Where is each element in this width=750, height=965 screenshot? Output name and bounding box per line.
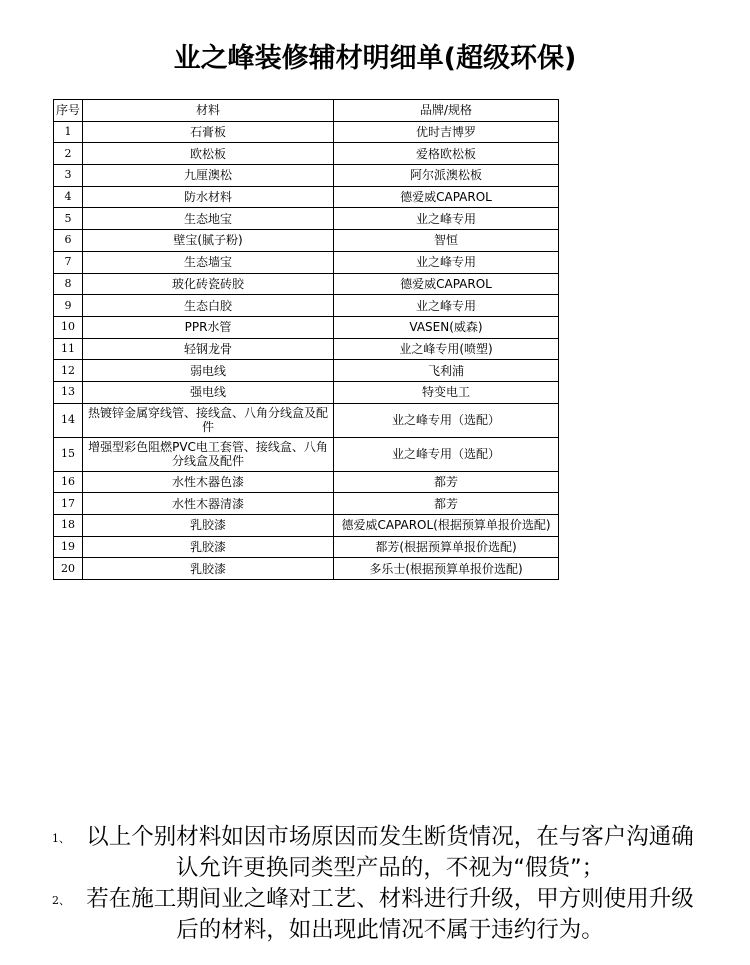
row-material: 欧松板 bbox=[83, 143, 334, 165]
table-row bbox=[54, 208, 559, 230]
note-marker: 2、 bbox=[52, 894, 70, 907]
table-row bbox=[54, 403, 559, 437]
row-material: PPR水管 bbox=[83, 316, 334, 338]
row-material: 壁宝(腻子粉) bbox=[83, 230, 334, 252]
row-brand: 业之峰专用 bbox=[334, 251, 559, 273]
table-row bbox=[54, 493, 559, 515]
table-row bbox=[54, 471, 559, 493]
row-number: 15 bbox=[54, 437, 83, 471]
row-material: 轻钢龙骨 bbox=[83, 338, 334, 360]
header-material: 材料 bbox=[83, 100, 334, 122]
row-number: 6 bbox=[54, 230, 83, 252]
row-material: 乳胶漆 bbox=[83, 558, 334, 580]
table-row bbox=[54, 515, 559, 537]
row-material: 热镀锌金属穿线管、接线盒、八角分线盒及配件 bbox=[83, 403, 334, 437]
row-material: 防水材料 bbox=[83, 186, 334, 208]
table-row bbox=[54, 316, 559, 338]
row-brand: 业之峰专用（选配） bbox=[334, 437, 559, 471]
table-row bbox=[54, 273, 559, 295]
row-number: 16 bbox=[54, 471, 83, 493]
row-material: 水性木器清漆 bbox=[83, 493, 334, 515]
row-brand: 业之峰专用 bbox=[334, 295, 559, 317]
table-row bbox=[54, 165, 559, 187]
row-material: 九厘澳松 bbox=[83, 165, 334, 187]
row-brand: 都芳 bbox=[334, 471, 559, 493]
row-brand: 都芳(根据预算单报价选配) bbox=[334, 536, 559, 558]
table-body bbox=[54, 121, 559, 579]
row-brand: 多乐士(根据预算单报价选配) bbox=[334, 558, 559, 580]
table-row bbox=[54, 536, 559, 558]
row-number: 17 bbox=[54, 493, 83, 515]
materials-table bbox=[53, 99, 559, 580]
row-number: 10 bbox=[54, 316, 83, 338]
row-material: 乳胶漆 bbox=[83, 536, 334, 558]
row-number: 8 bbox=[54, 273, 83, 295]
row-brand: 优时吉博罗 bbox=[334, 121, 559, 143]
table-row bbox=[54, 251, 559, 273]
table-row bbox=[54, 230, 559, 252]
table-row bbox=[54, 121, 559, 143]
table-row bbox=[54, 338, 559, 360]
row-brand: VASEN(威森) bbox=[334, 316, 559, 338]
row-material: 石膏板 bbox=[83, 121, 334, 143]
row-number: 18 bbox=[54, 515, 83, 537]
row-material: 增强型彩色阻燃PVC电工套管、接线盒、八角分线盒及配件 bbox=[83, 437, 334, 471]
row-number: 19 bbox=[54, 536, 83, 558]
row-material: 生态白胶 bbox=[83, 295, 334, 317]
table-row bbox=[54, 558, 559, 580]
row-number: 14 bbox=[54, 403, 83, 437]
table-row bbox=[54, 437, 559, 471]
row-number: 12 bbox=[54, 360, 83, 382]
table-row bbox=[54, 360, 559, 382]
row-number: 9 bbox=[54, 295, 83, 317]
table-row bbox=[54, 381, 559, 403]
row-material: 生态地宝 bbox=[83, 208, 334, 230]
row-number: 11 bbox=[54, 338, 83, 360]
row-number: 2 bbox=[54, 143, 83, 165]
row-material: 乳胶漆 bbox=[83, 515, 334, 537]
row-material: 水性木器色漆 bbox=[83, 471, 334, 493]
row-brand: 业之峰专用(喷塑) bbox=[334, 338, 559, 360]
row-brand: 德爱威CAPAROL bbox=[334, 186, 559, 208]
page-title: 业之峰装修辅材明细单(超级环保) bbox=[173, 43, 577, 74]
row-brand: 飞利浦 bbox=[334, 360, 559, 382]
row-number: 7 bbox=[54, 251, 83, 273]
row-number: 3 bbox=[54, 165, 83, 187]
row-material: 生态墙宝 bbox=[83, 251, 334, 273]
note-marker: 1、 bbox=[52, 832, 70, 845]
row-brand: 德爱威CAPAROL(根据预算单报价选配) bbox=[334, 515, 559, 537]
table-header-row bbox=[54, 100, 559, 122]
row-material: 弱电线 bbox=[83, 360, 334, 382]
note-item bbox=[52, 884, 702, 946]
table-row bbox=[54, 143, 559, 165]
row-brand: 阿尔派澳松板 bbox=[334, 165, 559, 187]
table-row bbox=[54, 295, 559, 317]
row-material: 玻化砖瓷砖胶 bbox=[83, 273, 334, 295]
row-number: 4 bbox=[54, 186, 83, 208]
note-text: 若在施工期间业之峰对工艺、材料进行升级，甲方则使用升级后的材料，如出现此情况不属于违约行为。 bbox=[86, 886, 694, 943]
table-row bbox=[54, 186, 559, 208]
row-brand: 智恒 bbox=[334, 230, 559, 252]
row-material: 强电线 bbox=[83, 381, 334, 403]
row-brand: 德爱威CAPAROL bbox=[334, 273, 559, 295]
row-brand: 业之峰专用（选配） bbox=[334, 403, 559, 437]
row-brand: 特变电工 bbox=[334, 381, 559, 403]
header-brand: 品牌/规格 bbox=[334, 100, 559, 122]
note-text: 以上个别材料如因市场原因而发生断货情况，在与客户沟通确认允许更换同类型产品的，不视为“假货”； bbox=[86, 824, 694, 881]
row-number: 20 bbox=[54, 558, 83, 580]
row-number: 5 bbox=[54, 208, 83, 230]
row-brand: 爱格欧松板 bbox=[334, 143, 559, 165]
note-item bbox=[52, 822, 702, 884]
header-no: 序号 bbox=[54, 100, 83, 122]
notes-section bbox=[52, 822, 702, 946]
row-brand: 业之峰专用 bbox=[334, 208, 559, 230]
row-number: 13 bbox=[54, 381, 83, 403]
row-brand: 都芳 bbox=[334, 493, 559, 515]
row-number: 1 bbox=[54, 121, 83, 143]
